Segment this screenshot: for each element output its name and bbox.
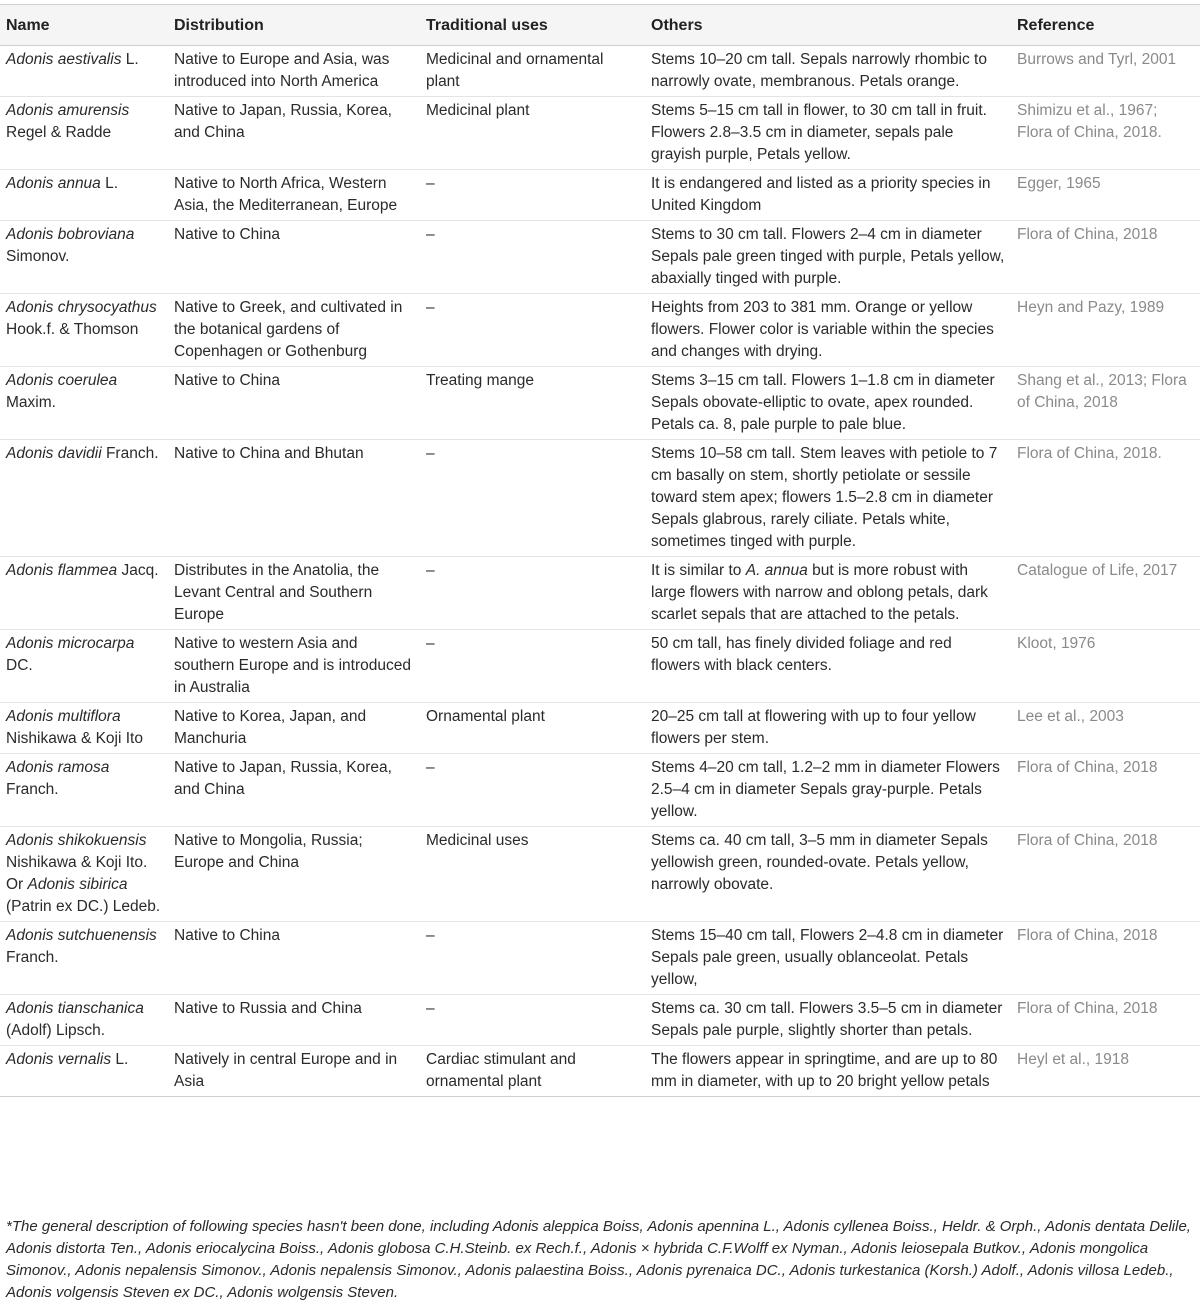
cell-traditional-uses: Cardiac stimulant and ornamental plant	[420, 1046, 645, 1097]
others-text: It is similar to	[651, 562, 746, 579]
species-authority: Simonov.	[6, 248, 70, 265]
column-header-name: Name	[0, 5, 168, 46]
table-footnote: *The general description of following species hasn't been done, including Adonis aleppica Boiss, Adonis apennina L., Adonis cyllenea Boiss., Heldr. & Orph., Adonis dentata Delile, Adonis distorta Ten., Adonis eriocalycina Boiss., Adonis globosa C.H.Steinb. ex Rech.f., Adonis × hybrida C.F.Wolff ex Nyman., Adonis leiosepala Butkov., Adonis mongolica Simonov., Adonis nepalensis Simonov., Adonis nepalensis Simonov., Adonis palaestina Boiss., Adonis pyrenaica DC., Adonis turkestanica (Korsh.) Adolf., Adonis villosa Ledeb., Adonis volgensis Steven ex DC., Adonis wolgensis Steven.	[6, 1218, 1191, 1301]
table-row	[0, 97, 1200, 170]
cell-others: Stems 5–15 cm tall in flower, to 30 cm tall in fruit. Flowers 2.8–3.5 cm in diameter, sepals pale grayish purple, Petals yellow.	[645, 97, 1011, 170]
cell-distribution: Native to western Asia and southern Europe and is introduced in Australia	[168, 630, 420, 703]
table-row	[0, 170, 1200, 221]
cell-others: It is endangered and listed as a priority species in United Kingdom	[645, 170, 1011, 221]
others-text-italic: A. annua	[745, 562, 808, 579]
table-row	[0, 440, 1200, 557]
cell-species-name	[0, 221, 168, 294]
cell-traditional-uses: Medicinal plant	[420, 97, 645, 170]
species-authority: Nishikawa & Koji Ito. Or	[6, 854, 148, 893]
species-authority: Franch.	[6, 949, 59, 966]
table-row	[0, 630, 1200, 703]
table-header-row	[0, 5, 1200, 46]
cell-distribution: Native to Korea, Japan, and Manchuria	[168, 703, 420, 754]
cell-others: Stems ca. 40 cm tall, 3–5 mm in diameter Sepals yellowish green, rounded-ovate. Petals yellow, narrowly obovate.	[645, 827, 1011, 922]
species-name-italic: Adonis amurensis	[6, 102, 130, 119]
cell-distribution: Distributes in the Anatolia, the Levant Central and Southern Europe	[168, 557, 420, 630]
cell-reference: Kloot, 1976	[1011, 630, 1200, 703]
cell-traditional-uses: –	[420, 170, 645, 221]
cell-others: 50 cm tall, has finely divided foliage and red flowers with black centers.	[645, 630, 1011, 703]
species-authority: Franch.	[101, 445, 159, 462]
cell-reference: Shimizu et al., 1967; Flora of China, 2018.	[1011, 97, 1200, 170]
cell-distribution: Native to North Africa, Western Asia, the Mediterranean, Europe	[168, 170, 420, 221]
cell-species-name	[0, 754, 168, 827]
cell-species-name	[0, 1046, 168, 1097]
cell-traditional-uses: Medicinal and ornamental plant	[420, 46, 645, 97]
species-name-italic: Adonis chrysocyathus	[6, 299, 157, 316]
cell-species-name	[0, 97, 168, 170]
cell-species-name	[0, 703, 168, 754]
species-name-italic: Adonis sibirica	[27, 876, 128, 893]
cell-species-name	[0, 367, 168, 440]
species-name-italic: Adonis microcarpa	[6, 635, 135, 652]
cell-distribution: Natively in central Europe and in Asia	[168, 1046, 420, 1097]
cell-species-name	[0, 827, 168, 922]
species-name-italic: Adonis sutchuenensis	[6, 927, 157, 944]
species-name-italic: Adonis bobroviana	[6, 226, 135, 243]
cell-species-name	[0, 170, 168, 221]
cell-reference: Flora of China, 2018	[1011, 221, 1200, 294]
cell-others: Stems 4–20 cm tall, 1.2–2 mm in diameter Flowers 2.5–4 cm in diameter Sepals gray-purple. Petals yellow.	[645, 754, 1011, 827]
species-name-italic: Adonis vernalis	[6, 1051, 112, 1068]
species-name-italic: Adonis aestivalis	[6, 51, 122, 68]
cell-distribution: Native to Russia and China	[168, 995, 420, 1046]
cell-traditional-uses: Medicinal uses	[420, 827, 645, 922]
cell-others	[645, 557, 1011, 630]
column-header-distribution: Distribution	[168, 5, 420, 46]
species-name-italic: Adonis multiflora	[6, 708, 121, 725]
species-name-italic: Adonis coerulea	[6, 372, 118, 389]
table-row	[0, 995, 1200, 1046]
species-name-italic: Adonis davidii	[6, 445, 102, 462]
cell-species-name	[0, 922, 168, 995]
cell-traditional-uses: –	[420, 440, 645, 557]
cell-reference: Burrows and Tyrl, 2001	[1011, 46, 1200, 97]
cell-others: Stems 10–20 cm tall. Sepals narrowly rhombic to narrowly ovate, membranous. Petals orange.	[645, 46, 1011, 97]
cell-others: 20–25 cm tall at flowering with up to four yellow flowers per stem.	[645, 703, 1011, 754]
cell-traditional-uses: –	[420, 294, 645, 367]
cell-reference: Heyn and Pazy, 1989	[1011, 294, 1200, 367]
cell-species-name	[0, 440, 168, 557]
table-row	[0, 754, 1200, 827]
table-row	[0, 557, 1200, 630]
cell-traditional-uses: –	[420, 995, 645, 1046]
table-row	[0, 827, 1200, 922]
cell-reference: Flora of China, 2018	[1011, 754, 1200, 827]
others-text: but is more robust with large flowers with narrow and oblong petals, dark scarlet sepals that are attached to the petals.	[651, 562, 988, 623]
cell-reference: Shang et al., 2013; Flora of China, 2018	[1011, 367, 1200, 440]
cell-reference: Heyl et al., 1918	[1011, 1046, 1200, 1097]
cell-distribution: Native to Japan, Russia, Korea, and China	[168, 97, 420, 170]
cell-traditional-uses: –	[420, 557, 645, 630]
species-name-italic: Adonis tianschanica	[6, 1000, 144, 1017]
species-authority: L.	[111, 1051, 129, 1068]
table-row	[0, 221, 1200, 294]
cell-distribution: Native to China and Bhutan	[168, 440, 420, 557]
cell-reference: Flora of China, 2018	[1011, 922, 1200, 995]
species-authority: DC.	[6, 657, 33, 674]
cell-traditional-uses: Treating mange	[420, 367, 645, 440]
cell-traditional-uses: –	[420, 754, 645, 827]
cell-others: Stems 3–15 cm tall. Flowers 1–1.8 cm in diameter Sepals obovate-elliptic to ovate, apex rounded. Petals ca. 8, pale purple to pale blue.	[645, 367, 1011, 440]
cell-distribution: Native to China	[168, 221, 420, 294]
column-header-reference: Reference	[1011, 5, 1200, 46]
table-row	[0, 294, 1200, 367]
species-authority: Maxim.	[6, 394, 56, 411]
table-row	[0, 367, 1200, 440]
table-row	[0, 1046, 1200, 1097]
cell-reference: Lee et al., 2003	[1011, 703, 1200, 754]
species-name-italic: Adonis flammea	[6, 562, 118, 579]
species-authority: (Adolf) Lipsch.	[6, 1022, 106, 1039]
species-authority: L.	[100, 175, 119, 192]
cell-species-name	[0, 630, 168, 703]
cell-species-name	[0, 557, 168, 630]
table-row	[0, 922, 1200, 995]
cell-traditional-uses: –	[420, 922, 645, 995]
cell-distribution: Native to China	[168, 922, 420, 995]
cell-species-name	[0, 294, 168, 367]
column-header-others: Others	[645, 5, 1011, 46]
species-name-italic: Adonis ramosa	[6, 759, 110, 776]
cell-distribution: Native to Mongolia, Russia; Europe and China	[168, 827, 420, 922]
cell-reference: Catalogue of Life, 2017	[1011, 557, 1200, 630]
table-body	[0, 46, 1200, 1097]
cell-distribution: Native to China	[168, 367, 420, 440]
cell-traditional-uses: –	[420, 221, 645, 294]
cell-others: Stems 15–40 cm tall, Flowers 2–4.8 cm in diameter Sepals pale green, usually oblanceolat. Petals yellow,	[645, 922, 1011, 995]
cell-others: The flowers appear in springtime, and are up to 80 mm in diameter, with up to 20 bright yellow petals	[645, 1046, 1011, 1097]
cell-distribution: Native to Japan, Russia, Korea, and China	[168, 754, 420, 827]
cell-reference: Flora of China, 2018	[1011, 995, 1200, 1046]
cell-distribution: Native to Greek, and cultivated in the botanical gardens of Copenhagen or Gothenburg	[168, 294, 420, 367]
species-authority: Jacq.	[117, 562, 159, 579]
column-header-traditional-uses: Traditional uses	[420, 5, 645, 46]
species-authority: Regel & Radde	[6, 124, 112, 141]
table-row	[0, 703, 1200, 754]
cell-others: Stems to 30 cm tall. Flowers 2–4 cm in diameter Sepals pale green tinged with purple, Petals yellow, abaxially tinged with purple.	[645, 221, 1011, 294]
species-name-italic: Adonis shikokuensis	[6, 832, 147, 849]
cell-distribution: Native to Europe and Asia, was introduced into North America	[168, 46, 420, 97]
species-authority: (Patrin ex DC.) Ledeb.	[6, 898, 161, 915]
cell-reference: Egger, 1965	[1011, 170, 1200, 221]
species-authority: Hook.f. & Thomson	[6, 321, 139, 338]
cell-others: Stems 10–58 cm tall. Stem leaves with petiole to 7 cm basally on stem, shortly petiolate or sessile toward stem apex; flowers 1.5–2.8 cm in diameter Sepals glabrous, rarely ciliate. Petals white, sometimes tinged with purple.	[645, 440, 1011, 557]
species-name-italic: Adonis annua	[6, 175, 101, 192]
cell-others: Heights from 203 to 381 mm. Orange or yellow flowers. Flower color is variable within the species and changes with drying.	[645, 294, 1011, 367]
cell-species-name	[0, 995, 168, 1046]
cell-reference: Flora of China, 2018.	[1011, 440, 1200, 557]
table-row	[0, 46, 1200, 97]
cell-reference: Flora of China, 2018	[1011, 827, 1200, 922]
species-table	[0, 4, 1200, 1097]
cell-others: Stems ca. 30 cm tall. Flowers 3.5–5 cm in diameter Sepals pale purple, slightly shorter than petals.	[645, 995, 1011, 1046]
cell-traditional-uses: –	[420, 630, 645, 703]
cell-species-name	[0, 46, 168, 97]
species-authority: Franch.	[6, 781, 59, 798]
cell-traditional-uses: Ornamental plant	[420, 703, 645, 754]
species-authority: Nishikawa & Koji Ito	[6, 730, 143, 747]
species-authority: L.	[121, 51, 139, 68]
